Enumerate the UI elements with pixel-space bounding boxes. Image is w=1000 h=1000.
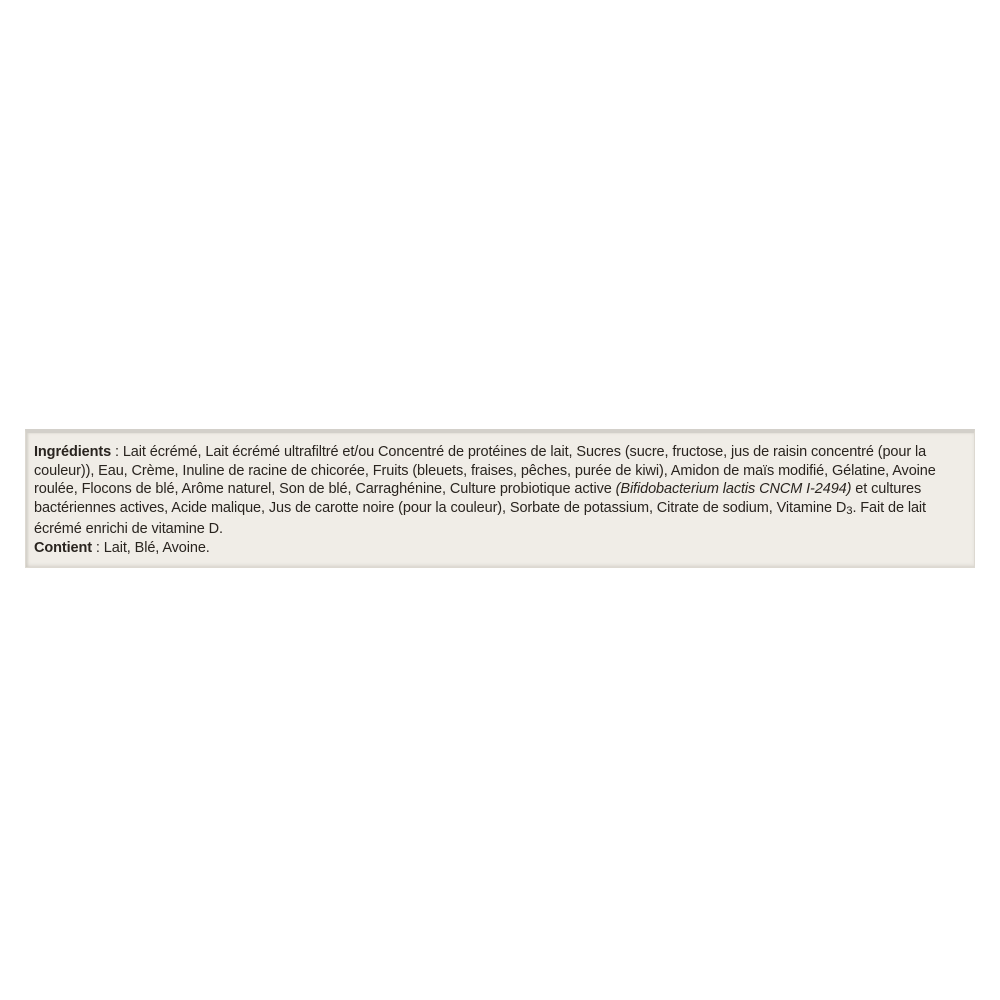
ingredient-label-panel — [25, 429, 975, 568]
text-segment: : Lait écrémé, Lait écrémé ultrafiltré et/ou Concentré de protéines de lait, Sucres (sucre, fructose, jus de raisin concentré (pour la couleur)), Eau, Crème, Inuline de racine de chicorée, Fruits (bleuets, fraises, pêches, purée de kiwi), Amidon de maïs modifié, Gélatine, Avoine roulée, Flocons de blé, Arôme naturel, Son de blé, Carraghénine, Culture probiotique active — [34, 444, 936, 497]
text-segment: (Bifidobacterium lactis CNCM I-2494) — [615, 481, 852, 497]
paragraph-ingredients — [34, 443, 961, 539]
label-text — [34, 443, 961, 557]
text-segment: . Fait de lait écrémé enrichi de vitamine D. — [34, 499, 926, 538]
text-segment: Contient — [34, 539, 92, 556]
paragraph-contient — [34, 539, 961, 558]
text-segment: 3 — [846, 504, 853, 517]
text-segment: : Lait, Blé, Avoine. — [92, 539, 210, 556]
text-segment: et cultures bactériennes actives, Acide malique, Jus de carotte noire (pour la couleur), Sorbate de potassium, Citrate de sodium, Vitamine D — [34, 481, 922, 516]
text-segment: Ingrédients — [34, 444, 112, 460]
